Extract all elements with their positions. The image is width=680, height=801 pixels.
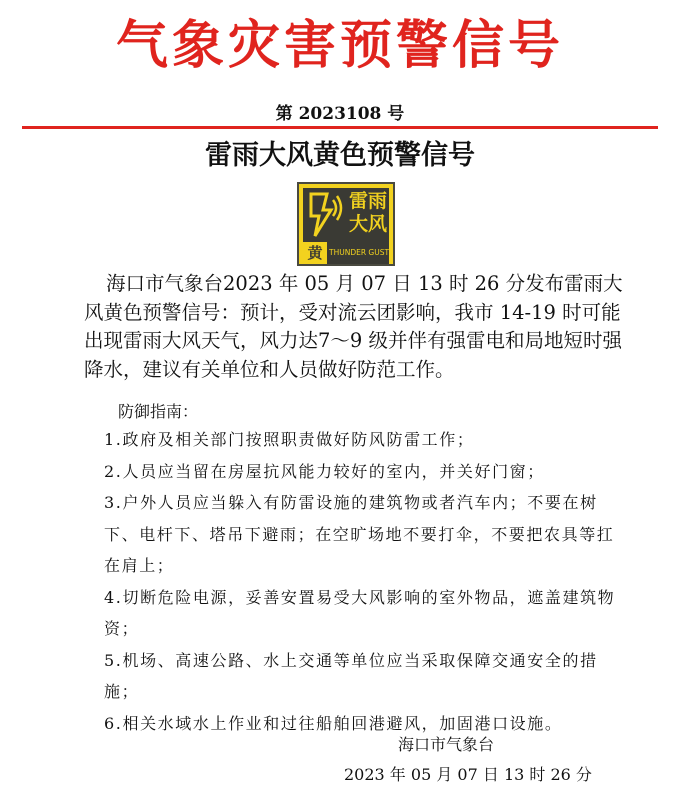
issue-date: 2023 年 05 月 07 日 13 时 26 分 <box>344 765 592 784</box>
signal-title: 雷雨大风黄色预警信号 <box>205 140 475 171</box>
icon-color-label: 黄 <box>303 242 327 264</box>
header-divider <box>22 126 658 129</box>
guide-item-1: 1.政府及相关部门按照职责做好防风防雷工作； <box>104 430 475 449</box>
guide-item-5: 5.机场、高速公路、水上交通等单位应当采取保障交通安全的措施； <box>104 650 598 701</box>
issuer-signature: 海口市气象台 <box>398 735 495 754</box>
icon-text-strong-wind: 大风 <box>348 213 387 235</box>
icon-english-label: THUNDER GUST <box>329 248 389 257</box>
guide-item-4: 4.切断危险电源，妥善安置易受大风影响的室外物品，遮盖建筑物资； <box>104 587 616 638</box>
document-number: 第 2023108 号 <box>275 104 405 124</box>
guide-item-2: 2.人员应当留在房屋抗风能力较好的室内，并关好门窗； <box>104 461 545 481</box>
warning-lead-paragraph: 海口市气象台2023 年 05 月 07 日 13 时 26 分发布雷雨大风黄色预警信号：预计，受对流云团影响，我市 14-19 时可能出现雷雨大风天气，风力达7～9 级并伴有强雷电和局地短时强降水，建议有关单位和人员做好防范工作。 <box>84 272 623 381</box>
guide-item-6: 6.相关水域水上作业和过往船舶回港避风，加固港口设施。 <box>104 713 563 733</box>
icon-panel <box>303 188 389 264</box>
defense-guide-list <box>104 424 624 739</box>
defense-guide-heading: 防御指南： <box>118 402 199 421</box>
document-header-title: 气象灾害预警信号 <box>115 16 564 76</box>
lightning-bolt-icon <box>305 190 345 240</box>
icon-text-thunder-rain: 雷雨 <box>348 190 387 212</box>
thunder-gust-yellow-icon <box>297 182 395 266</box>
guide-item-3: 3.户外人员应当躲入有防雷设施的建筑物或者汽车内；不要在树下、电杆下、塔吊下避雨；在空旷场地不要打伞，不要把农具等扛在肩上； <box>104 493 615 575</box>
